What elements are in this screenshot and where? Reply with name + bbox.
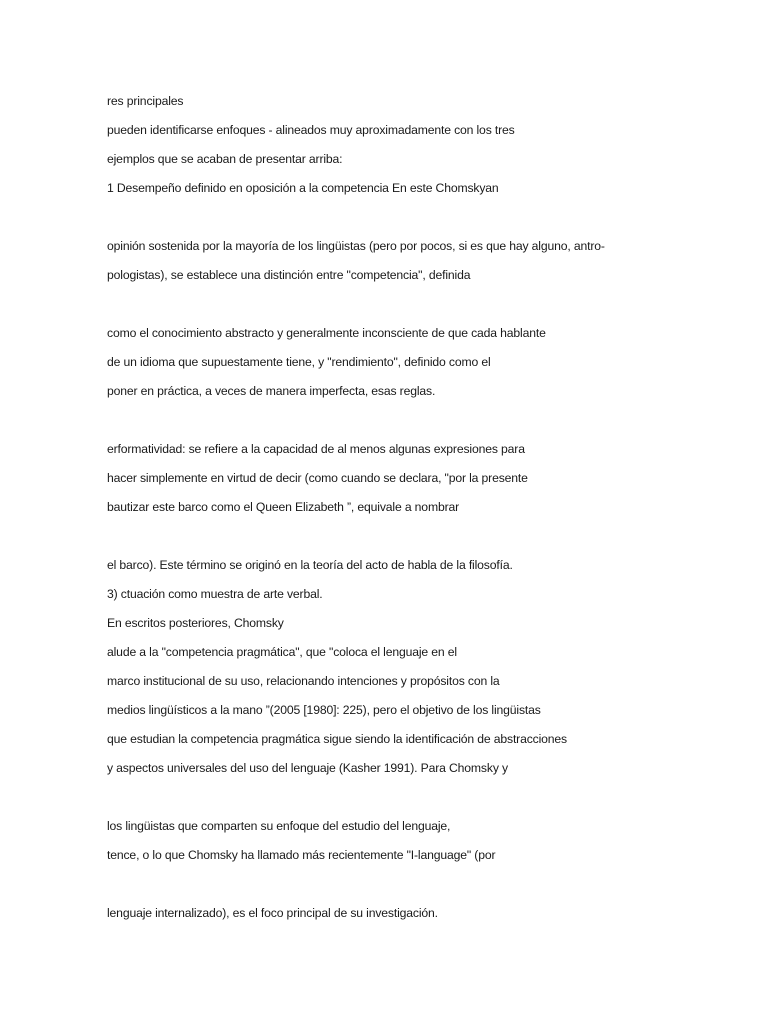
text-line: 3) ctuación como muestra de arte verbal. (107, 587, 323, 601)
text-line: res principales (107, 94, 184, 108)
text-line: como el conocimiento abstracto y generalmente inconsciente de que cada hablante (107, 326, 546, 340)
text-line: marco institucional de su uso, relacionando intenciones y propósitos con la (107, 674, 500, 688)
text-line: tence, o lo que Chomsky ha llamado más recientemente "I-language" (por (107, 848, 496, 862)
text-line: opinión sostenida por la mayoría de los lingüistas (pero por pocos, si es que hay alguno, antro- (107, 239, 605, 253)
text-line: bautizar este barco como el Queen Elizabeth ”, equivale a nombrar (107, 500, 460, 514)
text-line: ejemplos que se acaban de presentar arriba: (107, 152, 343, 166)
text-line: alude a la "competencia pragmática", que "coloca el lenguaje en el (107, 645, 457, 659)
text-line: poner en práctica, a veces de manera imperfecta, esas reglas. (107, 384, 436, 398)
text-line: lenguaje internalizado), es el foco principal de su investigación. (107, 906, 438, 920)
text-line: En escritos posteriores, Chomsky (107, 616, 284, 630)
text-line: 1 Desempeño definido en oposición a la competencia En este Chomskyan (107, 181, 499, 195)
text-line: y aspectos universales del uso del lenguaje (Kasher 1991). Para Chomsky y (107, 761, 508, 775)
text-line: erformatividad: se refiere a la capacidad de al menos algunas expresiones para (107, 442, 525, 456)
text-line: medios lingüísticos a la mano ”(2005 [1980]: 225), pero el objetivo de los lingüistas (107, 703, 541, 717)
text-line: que estudian la competencia pragmática sigue siendo la identificación de abstracciones (107, 732, 567, 746)
text-line: el barco). Este término se originó en la teoría del acto de habla de la filosofía. (107, 558, 513, 572)
text-line: hacer simplemente en virtud de decir (como cuando se declara, "por la presente (107, 471, 528, 485)
text-line: de un idioma que supuestamente tiene, y "rendimiento", definido como el (107, 355, 491, 369)
text-line: los lingüistas que comparten su enfoque del estudio del lenguaje, (107, 819, 451, 833)
text-line: pueden identificarse enfoques - alineados muy aproximadamente con los tres (107, 123, 515, 137)
text-line: pologistas), se establece una distinción entre "competencia", definida (107, 268, 471, 282)
